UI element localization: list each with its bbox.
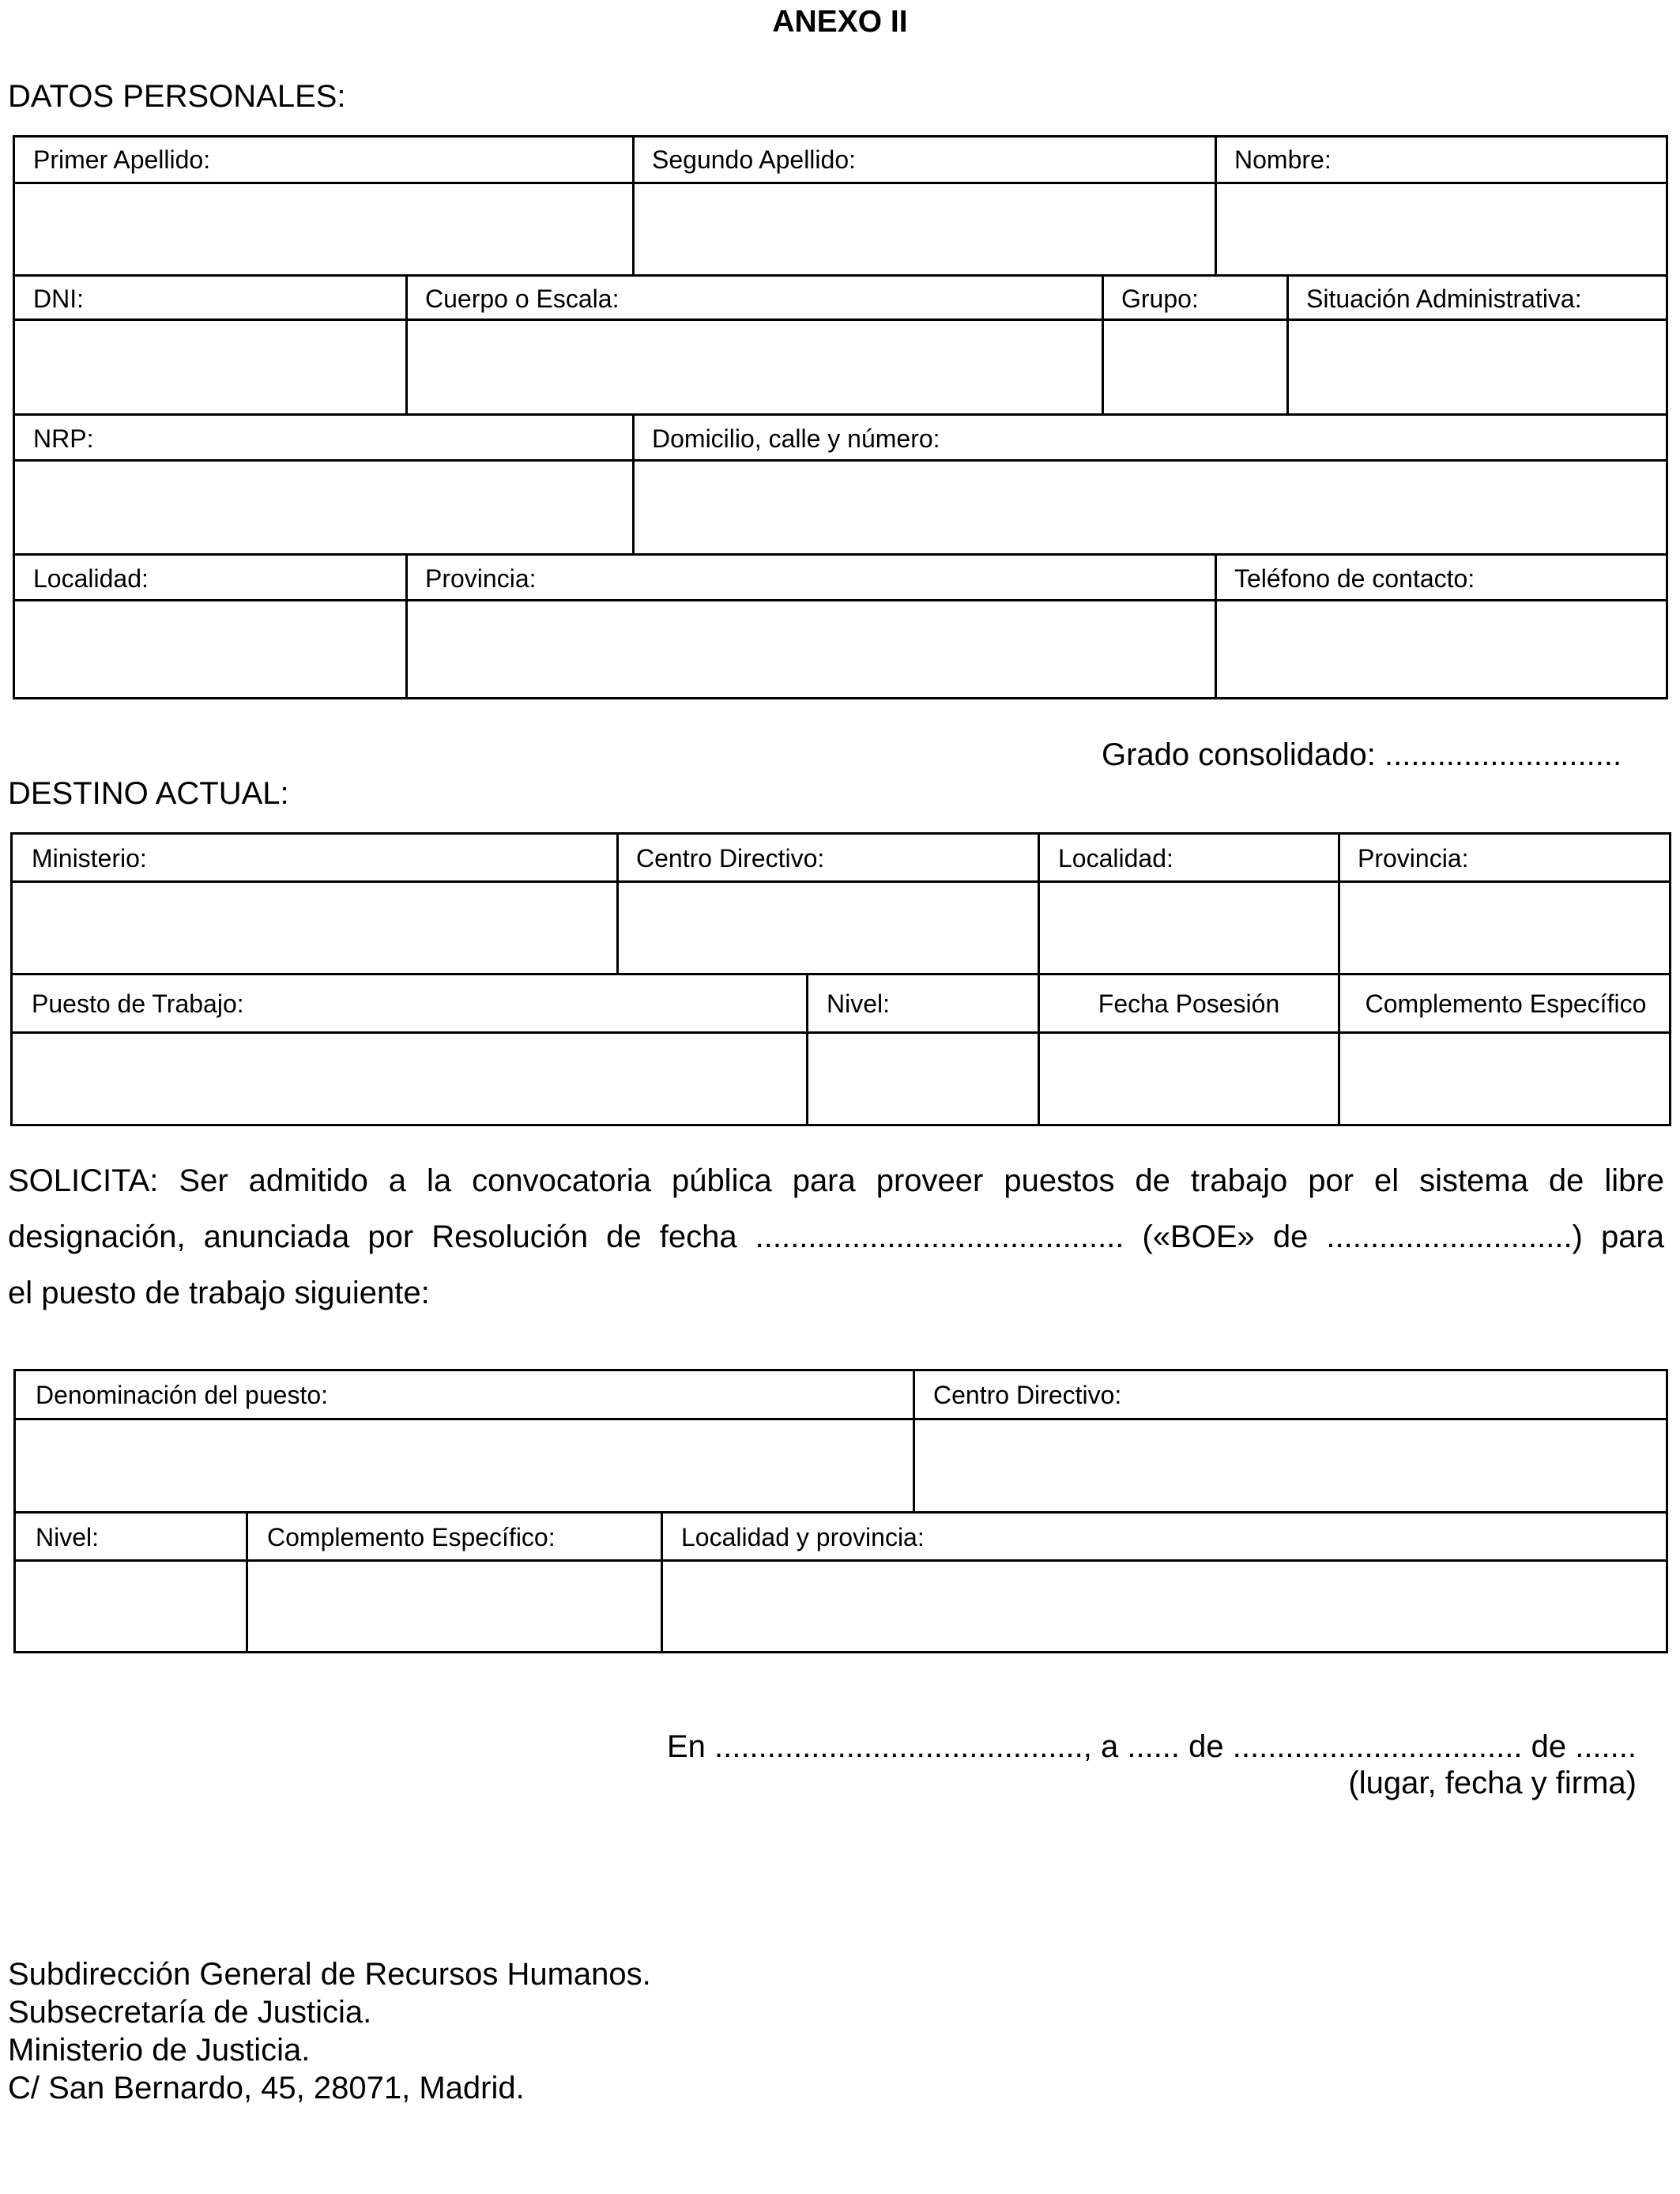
solicita-line-2: designación, anunciada por Resolución de fecha .......................................... («BOE» de ............................) para (8, 1220, 1664, 1254)
label-dni: DNI: (33, 285, 84, 313)
label-localidad: Localidad: (33, 564, 149, 593)
label-complemento-especifico: Complemento Específico: (267, 1523, 556, 1551)
page-title: ANEXO II (772, 5, 908, 39)
label-nombre: Nombre: (1234, 145, 1332, 174)
label-primer-apellido: Primer Apellido: (33, 145, 211, 174)
label-telefono: Teléfono de contacto: (1234, 564, 1475, 593)
label-ministerio: Ministerio: (32, 844, 147, 873)
solicita-line-1: SOLICITA: Ser admitido a la convocatoria pública para proveer puestos de trabajo por el sistema de libre (8, 1163, 1664, 1198)
label-complemento-especifico: Complemento Específico (1365, 990, 1647, 1018)
label-centro-directivo: Centro Directivo: (636, 844, 825, 873)
datos-personales-table (13, 135, 1668, 699)
datos-personales-heading: DATOS PERSONALES: (8, 79, 346, 114)
label-denominacion-puesto: Denominación del puesto: (36, 1381, 329, 1409)
solicita-line-3: el puesto de trabajo siguiente: (8, 1276, 430, 1310)
label-puesto-trabajo: Puesto de Trabajo: (32, 990, 244, 1018)
puesto-solicitado-table (13, 1369, 1668, 1653)
address-line-2: Subsecretaría de Justicia. (8, 1995, 372, 2030)
label-nrp: NRP: (33, 424, 94, 453)
label-localidad-provincia: Localidad y provincia: (681, 1523, 925, 1551)
address-line-4: C/ San Bernardo, 45, 28071, Madrid. (8, 2071, 525, 2105)
firma-caption: (lugar, fecha y firma) (1348, 1766, 1637, 1800)
label-grupo: Grupo: (1121, 285, 1199, 313)
label-centro-directivo: Centro Directivo: (933, 1381, 1122, 1409)
label-provincia: Provincia: (1358, 844, 1469, 873)
solicita-paragraph (8, 1153, 1664, 1321)
label-nivel: Nivel: (827, 990, 891, 1018)
label-cuerpo-escala: Cuerpo o Escala: (425, 285, 620, 313)
destino-actual-heading: DESTINO ACTUAL: (8, 776, 289, 811)
label-localidad: Localidad: (1058, 844, 1173, 873)
label-segundo-apellido: Segundo Apellido: (652, 145, 856, 174)
address-block (8, 1955, 651, 2107)
address-line-1: Subdirección General de Recursos Humanos. (8, 1957, 651, 1992)
label-provincia: Provincia: (425, 564, 537, 593)
firma-line: En .........................................., a ...... de ................................. de ....... (666, 1729, 1637, 1764)
label-domicilio: Domicilio, calle y número: (652, 424, 940, 453)
label-fecha-posesion: Fecha Posesión (1098, 990, 1280, 1018)
grado-consolidado: Grado consolidado: ........................... (1102, 737, 1622, 772)
label-nivel: Nivel: (36, 1523, 100, 1551)
address-line-3: Ministerio de Justicia. (8, 2033, 311, 2068)
label-situacion-administrativa: Situación Administrativa: (1306, 285, 1582, 313)
destino-actual-table (10, 832, 1671, 1126)
